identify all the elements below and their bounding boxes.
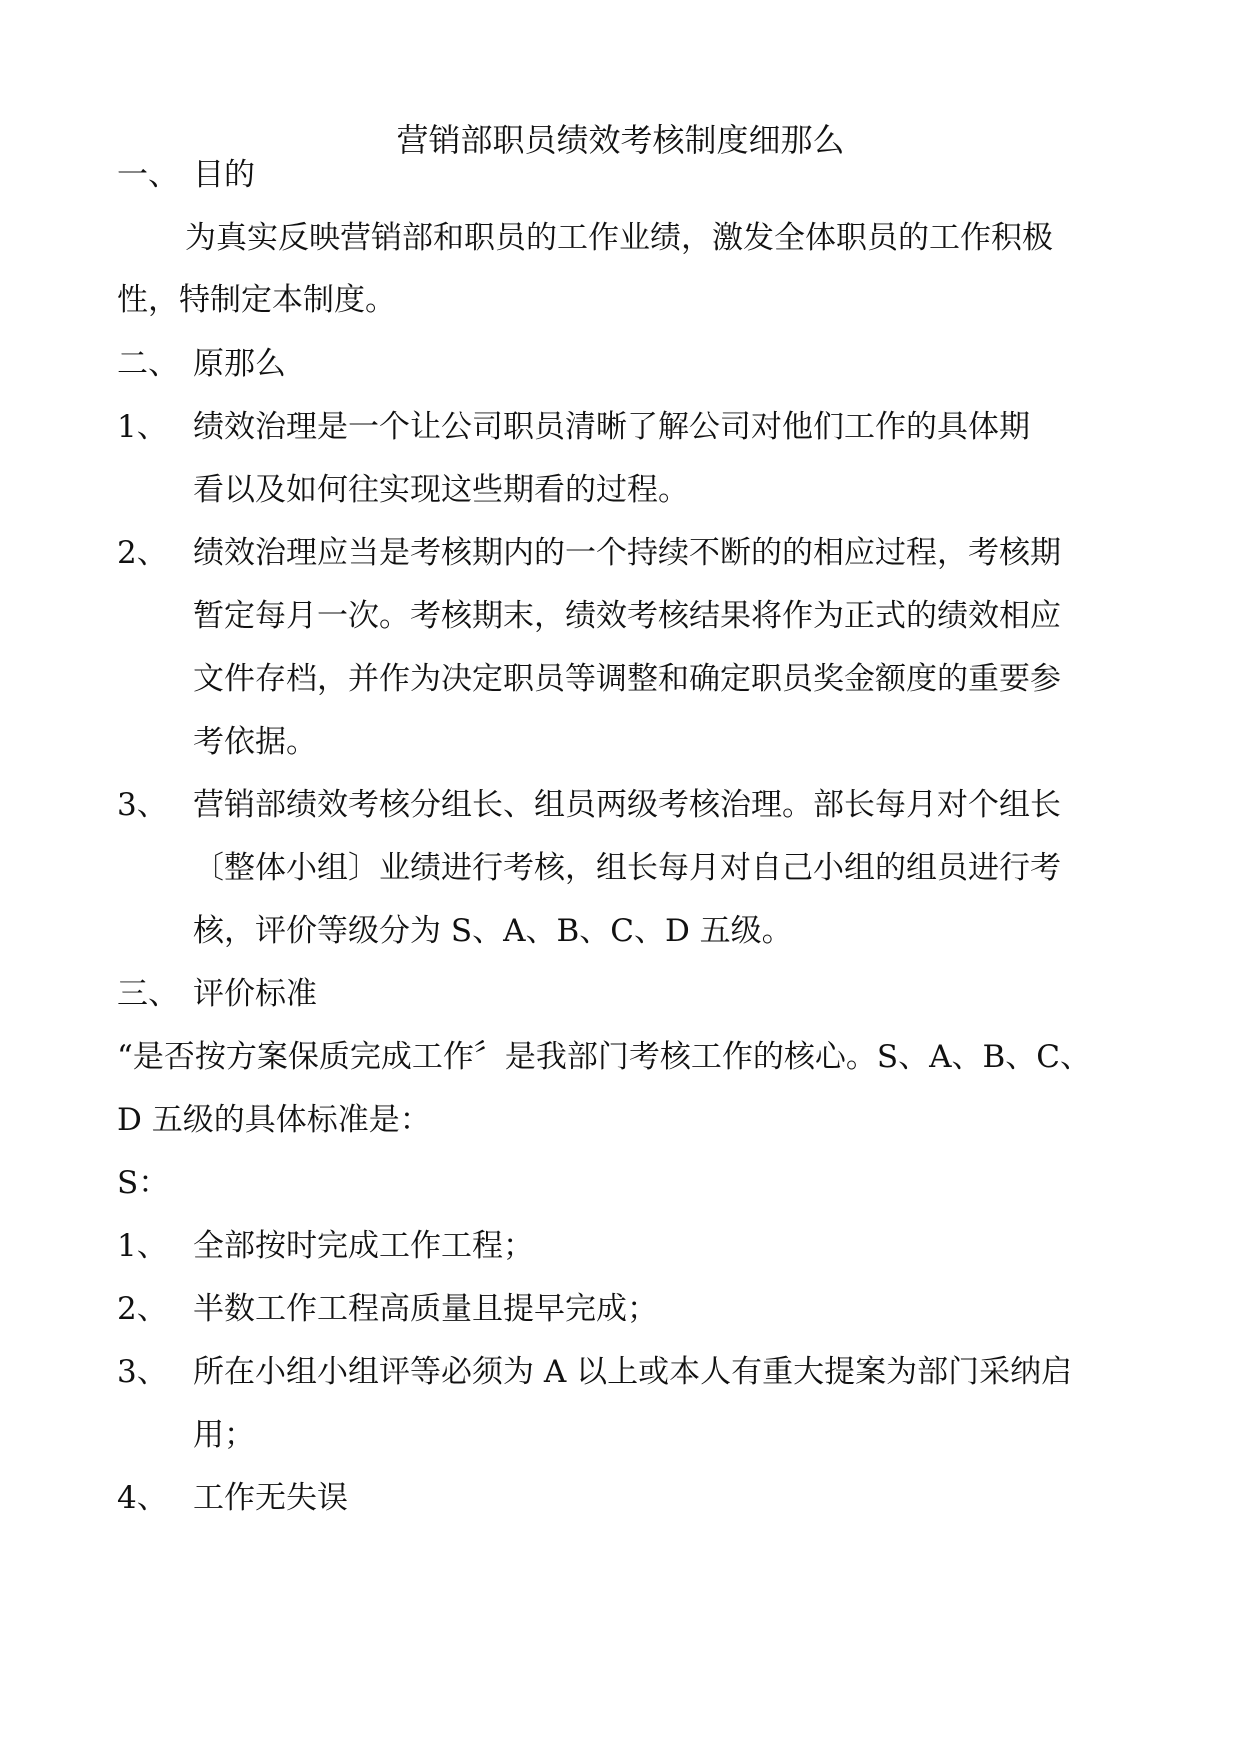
- section2-heading: 原那么: [193, 346, 286, 382]
- section2-item1-line2: 看以及如何往实现这些期看的过程。: [193, 472, 689, 508]
- section1-heading: 目的: [193, 157, 255, 193]
- section2-item1-number: 1、: [117, 409, 168, 445]
- document-title: 营销部职员绩效考核制度细那么: [396, 121, 845, 159]
- section2-item2-line1: 绩效治理应当是考核期内的一个持续不断的的相应过程，考核期: [193, 535, 1061, 571]
- section2-item2-line2: 暂定每月一次。考核期末，绩效考核结果将作为正式的绩效相应: [193, 598, 1061, 634]
- section1-paragraph-line2: 性，特制定本制度。: [117, 282, 396, 318]
- section2-item3-line2: 〔整体小组〕业绩进行考核，组长每月对自己小组的组员进行考: [193, 850, 1061, 886]
- section1-number: 一、: [117, 157, 179, 193]
- grade-s-item2-text: 半数工作工程高质量且提早完成；: [193, 1291, 658, 1327]
- section2-item3-number: 3、: [117, 787, 168, 823]
- section3-intro-line2: D 五级的具体标准是：: [117, 1102, 431, 1138]
- grade-s-item1-text: 全部按时完成工作工程；: [193, 1228, 534, 1264]
- grade-s-item2-number: 2、: [117, 1291, 168, 1327]
- section3-number: 三、: [117, 976, 179, 1012]
- grade-s-item4-text: 工作无失误: [193, 1480, 348, 1516]
- section2-number: 二、: [117, 346, 179, 382]
- grade-s-item1-number: 1、: [117, 1228, 168, 1264]
- grade-s-item4-number: 4、: [117, 1480, 168, 1516]
- section2-item3-line3: 核，评价等级分为 S、A、B、C、D 五级。: [193, 913, 793, 949]
- section3-intro-line1: “是否按方案保质完成工作〞是我部门考核工作的核心。S、A、B、C、: [117, 1039, 1091, 1075]
- section2-item3-line1: 营销部绩效考核分组长、组员两级考核治理。部长每月对个组长: [193, 787, 1061, 823]
- grade-s-item3-line2: 用；: [193, 1417, 255, 1453]
- grade-s-item3-number: 3、: [117, 1354, 168, 1390]
- section2-item2-number: 2、: [117, 535, 168, 571]
- section2-item2-line3: 文件存档，并作为决定职员等调整和确定职员奖金额度的重要参: [193, 661, 1061, 697]
- section1-paragraph-line1: 为真实反映营销部和职员的工作业绩，激发全体职员的工作积极: [185, 220, 1053, 256]
- section2-item2-line4: 考依据。: [193, 724, 317, 760]
- section3-heading: 评价标准: [193, 976, 317, 1012]
- section2-item1-line1: 绩效治理是一个让公司职员清晰了解公司对他们工作的具体期: [193, 409, 1030, 445]
- grade-s-label: S：: [117, 1165, 170, 1201]
- grade-s-item3-line1: 所在小组小组评等必须为 A 以上或本人有重大提案为部门采纳启: [193, 1354, 1073, 1390]
